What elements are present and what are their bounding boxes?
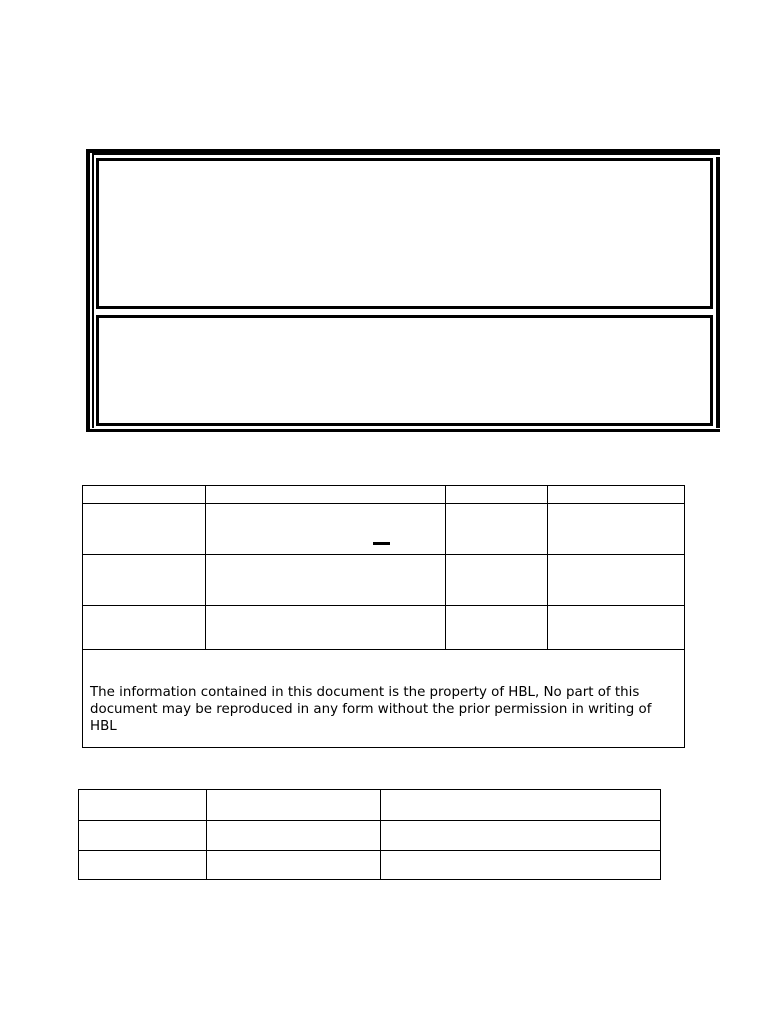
revision-cell bbox=[206, 555, 446, 606]
signoff-cell bbox=[207, 821, 381, 851]
table-row bbox=[79, 821, 661, 851]
signoff-cell bbox=[79, 851, 207, 880]
property-notice: The information contained in this document is the property of HBL, No part of this document may be reproduced in any form without the prior permission in writing of HBL bbox=[90, 685, 652, 734]
revision-cell bbox=[446, 555, 548, 606]
revision-cell bbox=[83, 606, 206, 650]
table-row bbox=[83, 606, 685, 650]
revision-cell bbox=[206, 504, 446, 555]
notice-row bbox=[83, 650, 685, 748]
table-row bbox=[83, 504, 685, 555]
document-title-box bbox=[96, 158, 713, 309]
revision-cell bbox=[446, 606, 548, 650]
revision-cell bbox=[206, 606, 446, 650]
table-row bbox=[79, 790, 661, 821]
title-frame bbox=[86, 149, 720, 432]
signoff-cell bbox=[207, 790, 381, 821]
table-row bbox=[83, 555, 685, 606]
revision-cell bbox=[83, 504, 206, 555]
signoff-cell bbox=[381, 851, 661, 880]
revision-cell bbox=[548, 555, 685, 606]
revision-table-header-row bbox=[83, 486, 685, 504]
signoff-cell bbox=[381, 821, 661, 851]
signoff-cell bbox=[381, 790, 661, 821]
signoff-cell bbox=[207, 851, 381, 880]
revision-header-cell bbox=[83, 486, 206, 504]
revision-table bbox=[82, 485, 685, 748]
table-row bbox=[79, 851, 661, 880]
revision-cell bbox=[446, 504, 548, 555]
title-frame-right-border bbox=[716, 157, 720, 428]
revision-header-cell bbox=[548, 486, 685, 504]
revision-cell bbox=[548, 606, 685, 650]
revision-header-cell bbox=[206, 486, 446, 504]
revision-cell bbox=[83, 555, 206, 606]
notice-cell bbox=[83, 650, 685, 748]
document-subtitle-box bbox=[96, 315, 713, 426]
signoff-cell bbox=[79, 821, 207, 851]
signoff-cell bbox=[79, 790, 207, 821]
revision-header-cell bbox=[446, 486, 548, 504]
signoff-table bbox=[78, 789, 661, 880]
revision-cell bbox=[548, 504, 685, 555]
